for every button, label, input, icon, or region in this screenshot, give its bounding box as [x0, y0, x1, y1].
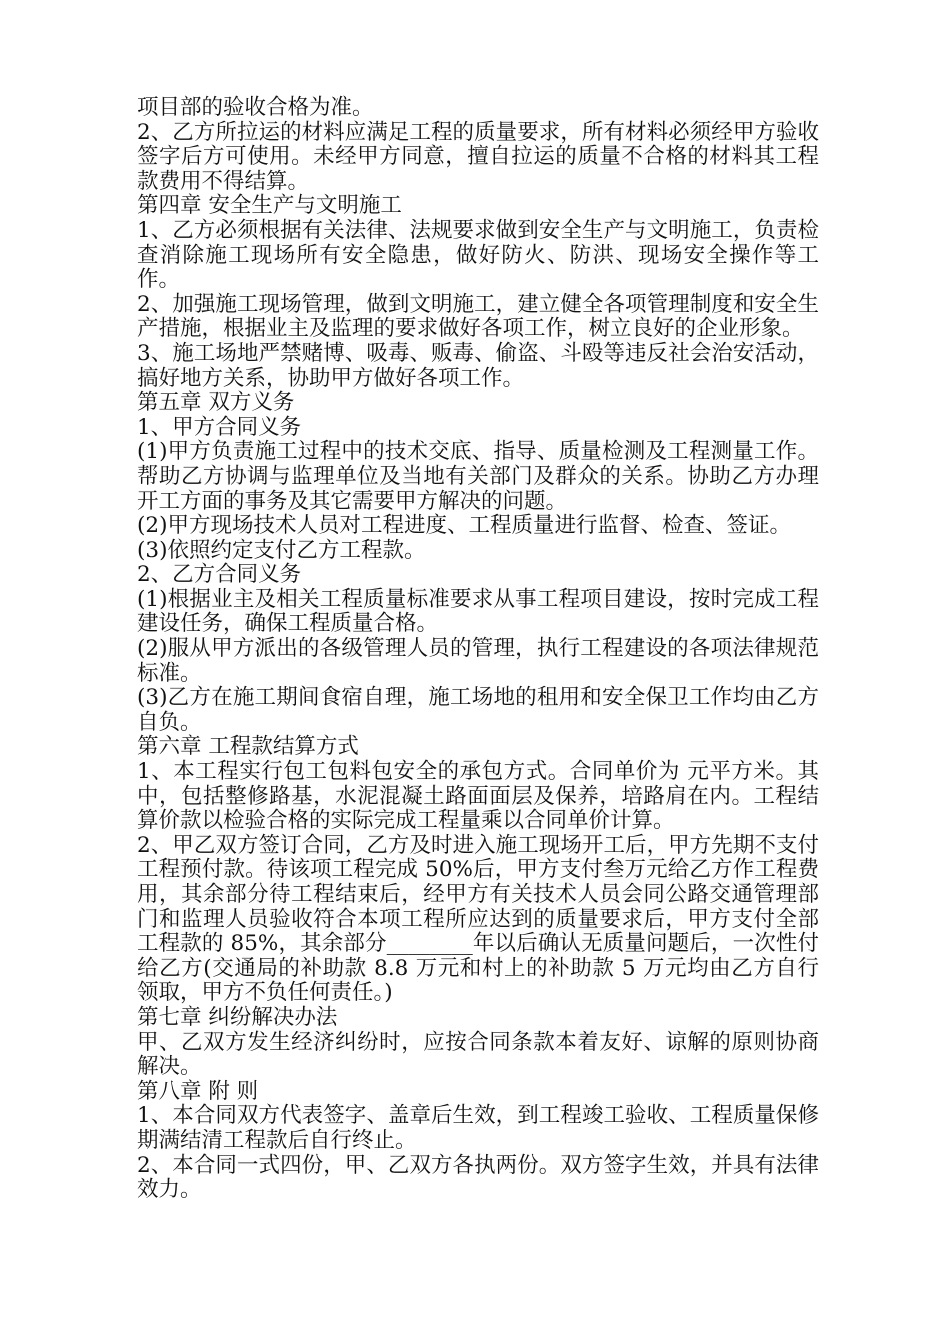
chapter-5-heading: 第五章 双方义务: [137, 390, 295, 416]
supplementary-clause-2: 2、本合同一式四份，甲、乙双方各执两份。双方签字生效，并具有法律效力。: [137, 1152, 819, 1203]
paragraph-acceptance-standard: 项目部的验收合格为准。: [137, 95, 374, 120]
supplementary-clause-1: 1、本合同双方代表签字、盖章后生效，到工程竣工验收、工程质量保修期满结清工程款后自行终止。: [137, 1103, 819, 1153]
party-b-obligations-heading: 2、乙方合同义务: [137, 562, 302, 588]
party-a-obligation-1: (1)甲方负责施工过程中的技术交底、指导、质量检测及工程测量工作。帮助乙方协调与监理单位及当地有关部门及群众的关系。协助乙方办理开工方面的事务及其它需要甲方解决的问题。: [137, 439, 819, 514]
party-b-obligation-2: (2)服从甲方派出的各级管理人员的管理，执行工程建设的各项法律规范标准。: [137, 636, 819, 686]
payment-clause-1: 1、本工程实行包工包料包安全的承包方式。合同单价为 元平方米。其中，包括整修路基，水泥混凝土路面面层及保养，培路肩在内。工程结算价款以检验合格的实际完成工程量乘以合同单价计算。: [137, 759, 819, 834]
paragraph-material-quality: 2、乙方所拉运的材料应满足工程的质量要求，所有材料必须经甲方验收签字后方可使用。未经甲方同意，擅自拉运的质量不合格的材料其工程款费用不得结算。: [137, 119, 819, 194]
party-a-obligation-2: (2)甲方现场技术人员对工程进度、工程质量进行监督、检查、签证。: [137, 513, 791, 539]
paragraph-safety-2: 2、加强施工现场管理，做到文明施工，建立健全各项管理制度和安全生产措施，根据业主及监理的要求做好各项工作，树立良好的企业形象。: [137, 291, 819, 342]
document-body: [137, 96, 819, 1203]
paragraph-safety-1: 1、乙方必须根据有关法律、法规要求做到安全生产与文明施工，负责检查消除施工现场所有安全隐患，做好防火、防洪、现场安全操作等工作。: [137, 217, 819, 293]
payment-clause-2: 2、甲乙双方签订合同，乙方及时进入施工现场开工后，甲方先期不支付工程预付款。待该项工程完成 50%后，甲方支付叁万元给乙方作工程费用，其余部分待工程结束后，经甲方有关技术人员会同公路交通管理部门和监理人员验收符合本项工程所应达到的质量要求后，甲方支付全部工程款的 85%，其余部分________年以后确认无质量问题后，一次性付给乙方(交通局的补助款 8.8 万元和村上的补助款 5 万元均由乙方自行领取，甲方不负任何责任。): [137, 832, 819, 1006]
party-b-obligation-3: (3)乙方在施工期间食宿自理，施工场地的租用和安全保卫工作均由乙方自负。: [137, 685, 819, 735]
party-b-obligation-1: (1)根据业主及相关工程质量标准要求从事工程项目建设，按时完成工程建设任务，确保工程质量合格。: [137, 586, 819, 637]
chapter-4-heading: 第四章 安全生产与文明施工: [137, 193, 402, 219]
party-a-obligation-3: (3)依照约定支付乙方工程款。: [137, 537, 426, 563]
chapter-7-heading: 第七章 纠纷解决办法: [137, 1004, 338, 1030]
party-a-obligations-heading: 1、甲方合同义务: [137, 414, 302, 440]
dispute-clause: 甲、乙双方发生经济纠纷时，应按合同条款本着友好、谅解的原则协商解决。: [137, 1029, 819, 1080]
paragraph-safety-3: 3、施工场地严禁赌博、吸毒、贩毒、偷盗、斗殴等违反社会治安活动，搞好地方关系，协助甲方做好各项工作。: [137, 340, 819, 391]
chapter-6-heading: 第六章 工程款结算方式: [137, 734, 359, 760]
chapter-8-heading: 第八章 附 则: [137, 1078, 259, 1104]
